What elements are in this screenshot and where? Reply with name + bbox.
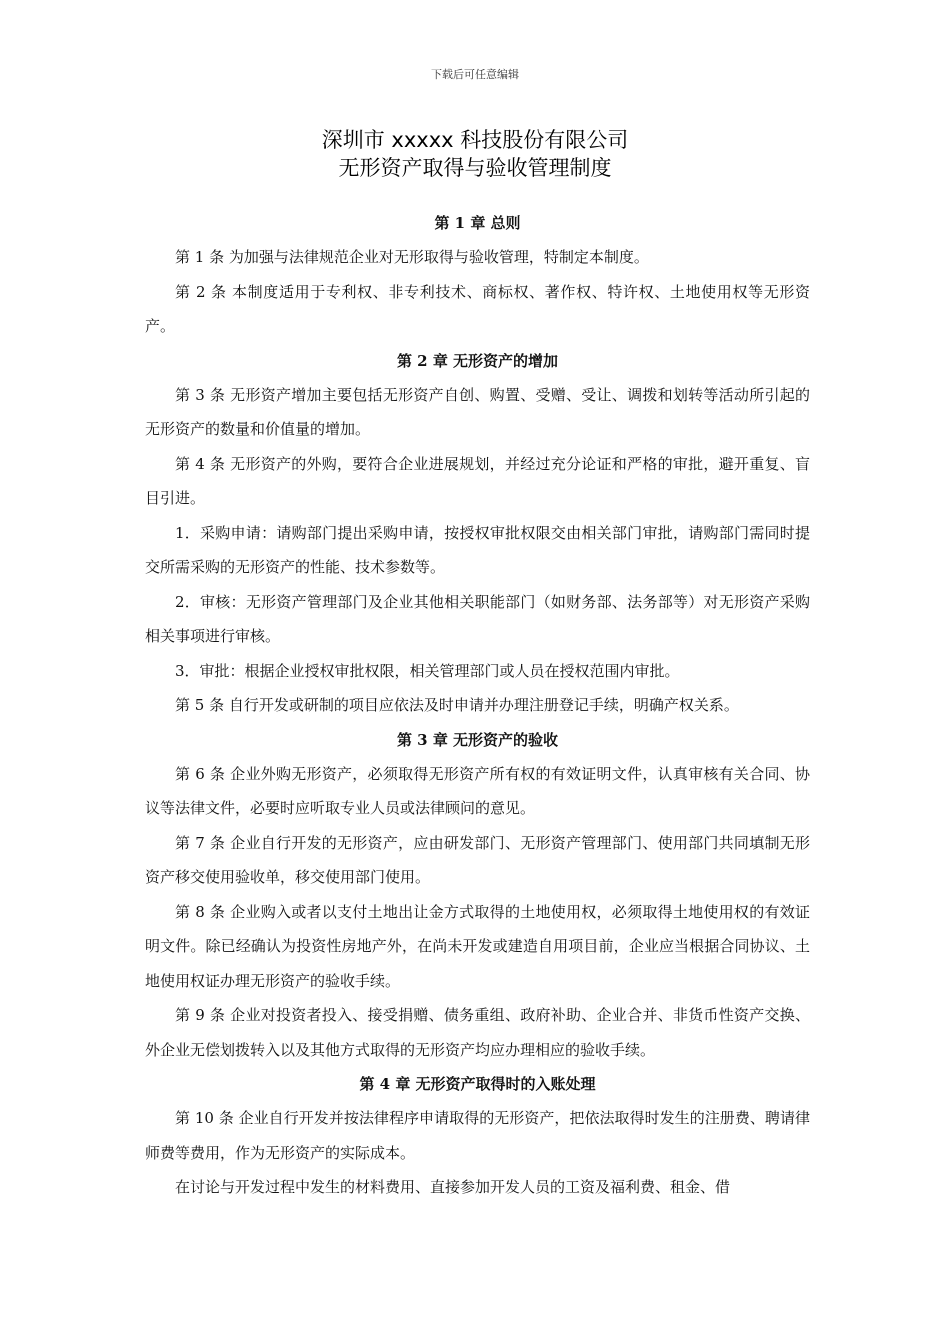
chapter-heading: 第 4 章 无形资产取得时的入账处理 (359, 1075, 596, 1093)
article-paragraph: 第 1 条 为加强与法律规范企业对无形取得与验收管理，特制定本制度。 (175, 248, 649, 266)
article-paragraph: 第 8 条 企业购入或者以支付土地出让金方式取得的土地使用权，必须取得土地使用权的有效证明文件。除已经确认为投资性房地产外，在尚未开发或建造自用项目前，企业应当根据合同协议、土地使用权证办理无形资产的验收手续。 (145, 902, 810, 990)
article-paragraph: 第 10 条 企业自行开发并按法律程序申请取得的无形资产，把依法取得时发生的注册费、聘请律师费等费用，作为无形资产的实际成本。 (145, 1109, 810, 1162)
article-paragraph: 第 7 条 企业自行开发的无形资产，应由研发部门、无形资产管理部门、使用部门共同填制无形资产移交使用验收单，移交使用部门使用。 (145, 833, 810, 886)
list-item-paragraph: 3．审批：根据企业授权审批权限，相关管理部门或人员在授权范围内审批。 (175, 661, 680, 680)
document-title-line1: 深圳市 xxxxx 科技股份有限公司 (321, 128, 629, 152)
article-paragraph: 第 5 条 自行开发或研制的项目应依法及时申请并办理注册登记手续，明确产权关系。 (175, 696, 739, 714)
chapter-heading: 第 3 章 无形资产的验收 (396, 730, 559, 749)
article-paragraph: 在讨论与开发过程中发生的材料费用、直接参加开发人员的工资及福利费、租金、借 (175, 1178, 731, 1196)
article-paragraph: 第 3 条 无形资产增加主要包括无形资产自创、购置、受赠、受让、调拨和划转等活动所引起的无形资产的数量和价值量的增加。 (145, 385, 810, 438)
article-paragraph: 第 9 条 企业对投资者投入、接受捐赠、债务重组、政府补助、企业合并、非货币性资产交换、外企业无偿划拨转入以及其他方式取得的无形资产均应办理相应的验收手续。 (145, 1006, 810, 1059)
chapter-heading: 第 2 章 无形资产的增加 (396, 351, 559, 370)
list-item-paragraph: 2．审核：无形资产管理部门及企业其他相关职能部门（如财务部、法务部等）对无形资产采购相关事项进行审核。 (145, 592, 810, 645)
article-paragraph: 第 2 条 本制度适用于专利权、非专利技术、商标权、著作权、特许权、土地使用权等无形资产。 (145, 282, 810, 335)
header-note: 下载后可任意编辑 (431, 68, 519, 81)
document-title-line2: 无形资产取得与验收管理制度 (338, 156, 612, 180)
article-paragraph: 第 6 条 企业外购无形资产，必须取得无形资产所有权的有效证明文件，认真审核有关合同、协议等法律文件，必要时应听取专业人员或法律顾问的意见。 (145, 764, 810, 817)
list-item-paragraph: 1．采购申请：请购部门提出采购申请，按授权审批权限交由相关部门审批，请购部门需同时提交所需采购的无形资产的性能、技术参数等。 (145, 523, 810, 576)
document-body (145, 206, 810, 1205)
article-paragraph: 第 4 条 无形资产的外购，要符合企业进展规划，并经过充分论证和严格的审批，避开重复、盲目引进。 (145, 454, 810, 507)
chapter-heading: 第 1 章 总则 (434, 214, 521, 232)
